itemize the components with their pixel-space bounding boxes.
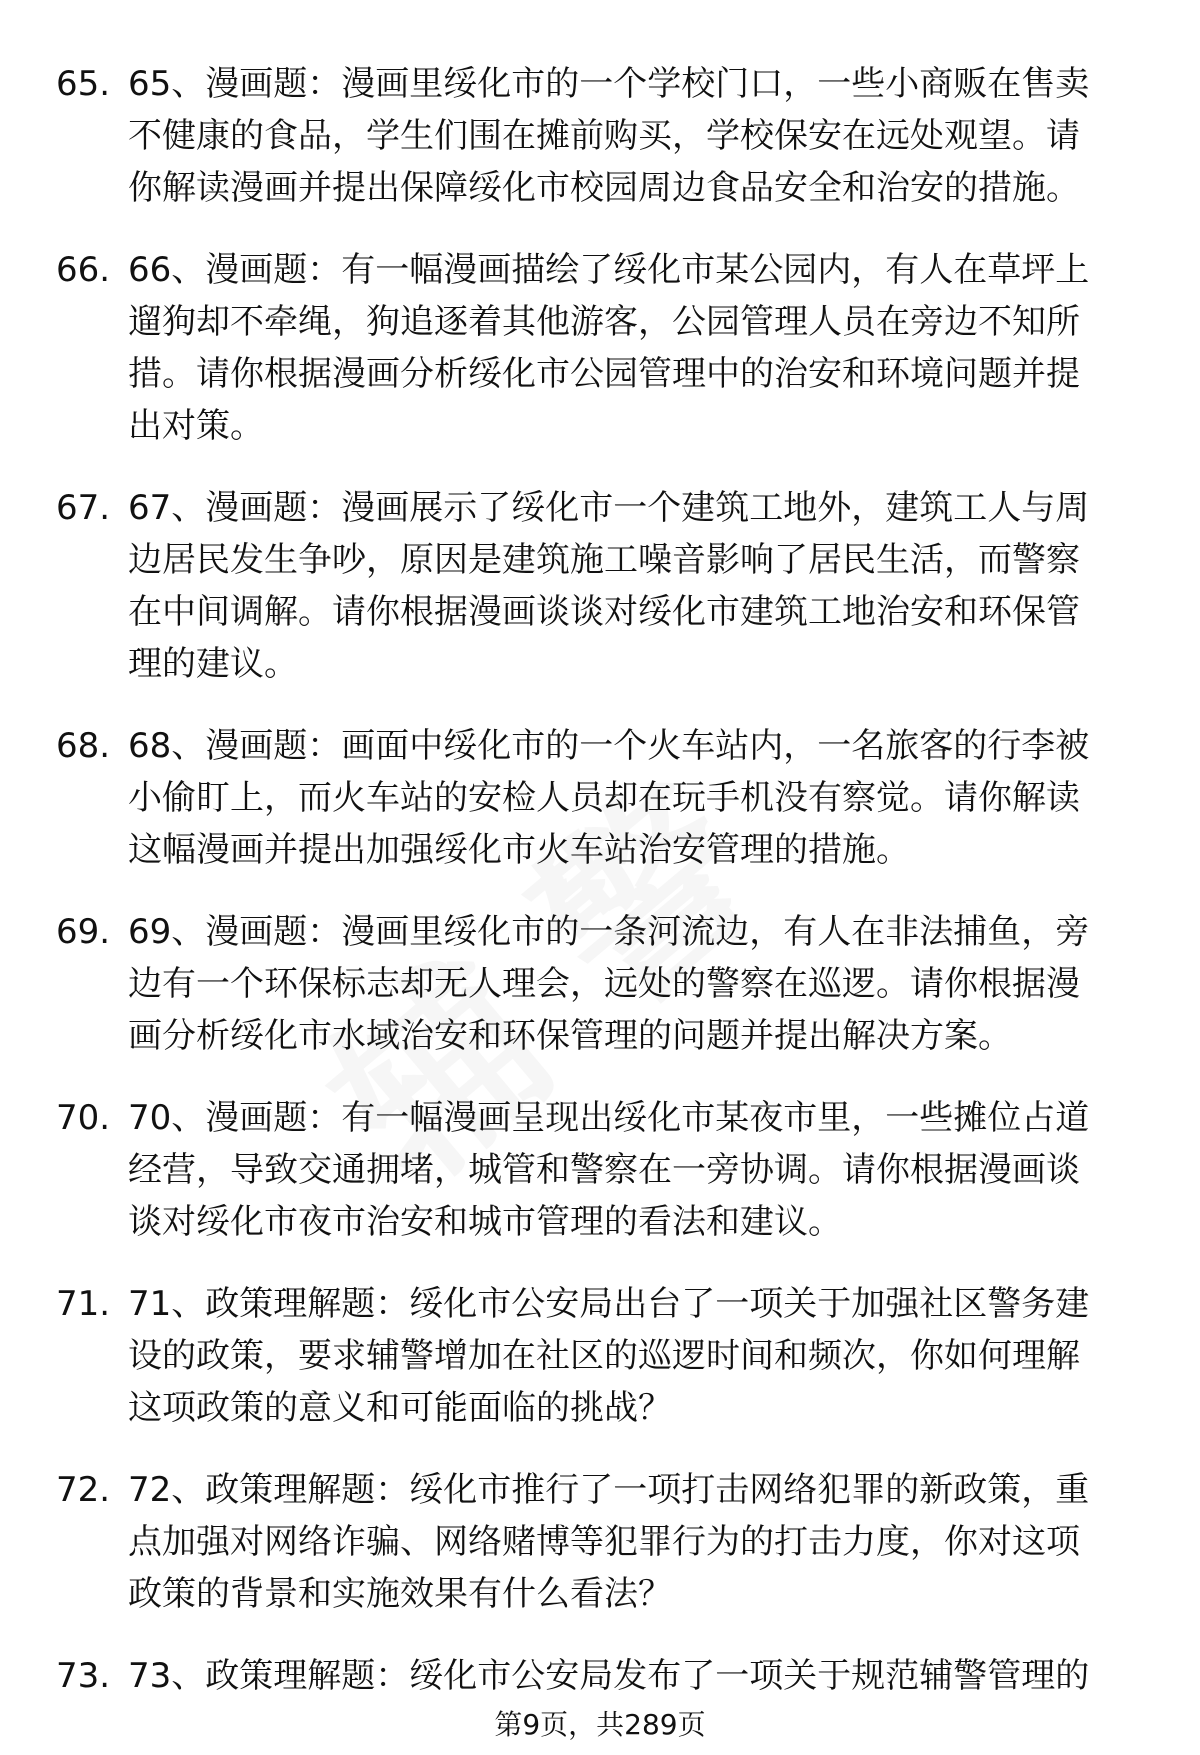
question-text: 73、政策理解题：绥化市公安局发布了一项关于规范辅警管理的 xyxy=(128,1656,1090,1696)
question-number: 67. xyxy=(56,488,111,528)
question-item xyxy=(0,720,1200,876)
question-item xyxy=(0,482,1200,690)
question-text: 70、漫画题：有一幅漫画呈现出绥化市某夜市里，一些摊位占道 经营，导致交通拥堵，城管和警察在一旁协调。请你根据漫画谈 谈对绥化市夜市治安和城市管理的看法和建议。 xyxy=(128,1098,1090,1242)
question-item xyxy=(0,244,1200,452)
question-item xyxy=(0,1464,1200,1620)
question-item xyxy=(0,906,1200,1062)
question-number: 66. xyxy=(56,250,111,290)
question-item xyxy=(0,1278,1200,1434)
question-number: 71. xyxy=(56,1284,111,1324)
question-item xyxy=(0,1650,1200,1702)
page-footer: 第9页，共289页 xyxy=(494,1708,706,1741)
question-list xyxy=(0,58,1200,1732)
question-text: 66、漫画题：有一幅漫画描绘了绥化市某公园内，有人在草坪上 遛狗却不牵绳，狗追逐着其他游客，公园管理人员在旁边不知所 措。请你根据漫画分析绥化市公园管理中的治安和环境问题并提 出对策。 xyxy=(128,250,1090,446)
question-number: 70. xyxy=(56,1098,111,1138)
question-number: 69. xyxy=(56,912,111,952)
question-item xyxy=(0,58,1200,214)
question-text: 68、漫画题：画面中绥化市的一个火车站内，一名旅客的行李被 小偷盯上，而火车站的安检人员却在玩手机没有察觉。请你解读 这幅漫画并提出加强绥化市火车站治安管理的措施。 xyxy=(128,726,1090,870)
question-text: 69、漫画题：漫画里绥化市的一条河流边，有人在非法捕鱼，旁 边有一个环保标志却无人理会，远处的警察在巡逻。请你根据漫 画分析绥化市水域治安和环保管理的问题并提出解决方案。 xyxy=(128,912,1090,1056)
question-item xyxy=(0,1092,1200,1248)
question-number: 73. xyxy=(56,1656,111,1696)
question-number: 68. xyxy=(56,726,111,766)
question-text: 71、政策理解题：绥化市公安局出台了一项关于加强社区警务建 设的政策，要求辅警增加在社区的巡逻时间和频次，你如何理解 这项政策的意义和可能面临的挑战？ xyxy=(128,1284,1090,1428)
question-number: 72. xyxy=(56,1470,111,1510)
question-number: 65. xyxy=(56,64,111,104)
question-text: 65、漫画题：漫画里绥化市的一个学校门口，一些小商贩在售卖 不健康的食品，学生们围在摊前购买，学校保安在远处观望。请 你解读漫画并提出保障绥化市校园周边食品安全和治安的措施。 xyxy=(128,64,1090,208)
question-text: 72、政策理解题：绥化市推行了一项打击网络犯罪的新政策，重 点加强对网络诈骗、网络赌博等犯罪行为的打击力度，你对这项 政策的背景和实施效果有什么看法？ xyxy=(128,1470,1090,1614)
question-text: 67、漫画题：漫画展示了绥化市一个建筑工地外，建筑工人与周 边居民发生争吵，原因是建筑施工噪音影响了居民生活，而警察 在中间调解。请你根据漫画谈谈对绥化市建筑工地治安和环保管 理的建议。 xyxy=(128,488,1090,684)
